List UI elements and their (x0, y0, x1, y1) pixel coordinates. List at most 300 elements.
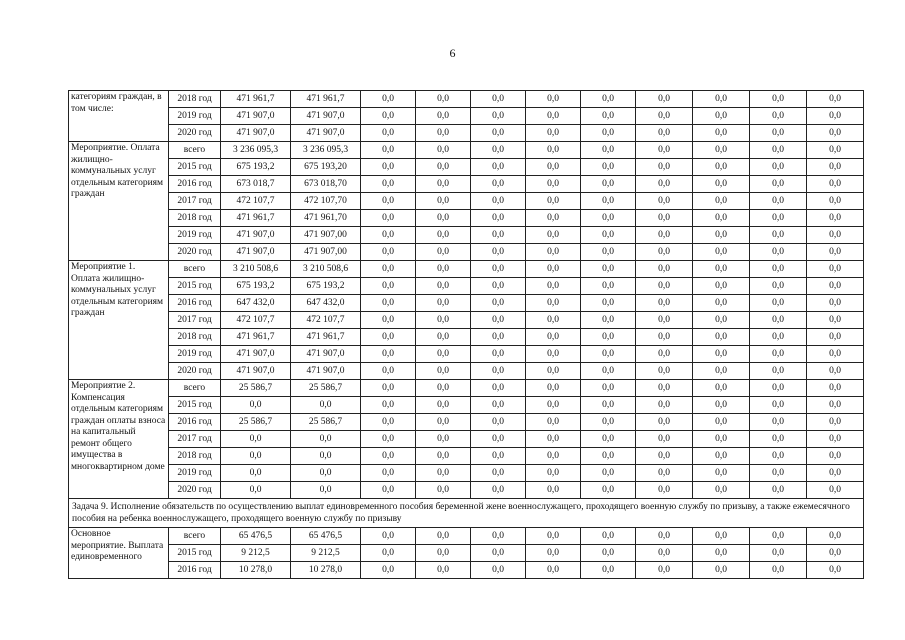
total-cell: 0,0 (221, 431, 291, 448)
year-cell: 2017 год (169, 431, 221, 448)
value-cell: 0,0 (471, 193, 526, 210)
value-cell: 0,0 (750, 108, 807, 125)
value-cell: 0,0 (361, 465, 416, 482)
value-cell: 0,0 (416, 431, 471, 448)
value-cell: 0,0 (636, 244, 693, 261)
value-cell: 0,0 (636, 482, 693, 499)
total-cell: 3 210 508,6 (221, 261, 291, 278)
value-cell: 0,0 (581, 142, 636, 159)
year-cell: 2019 год (169, 227, 221, 244)
value-cell: 0,0 (750, 91, 807, 108)
value-cell: 0,0 (750, 295, 807, 312)
value-cell: 0,0 (471, 380, 526, 397)
value-cell: 0,0 (636, 380, 693, 397)
value-cell: 0,0 (361, 397, 416, 414)
value-cell: 0,0 (693, 380, 750, 397)
budget-cell: 472 107,70 (291, 193, 361, 210)
value-cell: 0,0 (750, 414, 807, 431)
value-cell: 0,0 (750, 312, 807, 329)
activity-name-cell: Мероприятие 1. Оплата жилищно-коммунальных услуг отдельным категориям граждан (69, 261, 169, 380)
year-cell: 2016 год (169, 176, 221, 193)
total-cell: 471 907,0 (221, 108, 291, 125)
value-cell: 0,0 (581, 295, 636, 312)
year-cell: 2016 год (169, 562, 221, 579)
value-cell: 0,0 (693, 363, 750, 380)
value-cell: 0,0 (361, 125, 416, 142)
value-cell: 0,0 (636, 448, 693, 465)
value-cell: 0,0 (416, 312, 471, 329)
activity-name-cell: категориям граждан, в том числе: (69, 91, 169, 142)
value-cell: 0,0 (807, 329, 864, 346)
value-cell: 0,0 (693, 210, 750, 227)
value-cell: 0,0 (693, 562, 750, 579)
total-cell: 471 907,0 (221, 244, 291, 261)
budget-cell: 471 907,0 (291, 108, 361, 125)
budget-cell: 25 586,7 (291, 380, 361, 397)
value-cell: 0,0 (693, 431, 750, 448)
value-cell: 0,0 (526, 125, 581, 142)
total-cell: 25 586,7 (221, 414, 291, 431)
value-cell: 0,0 (581, 448, 636, 465)
budget-cell: 471 907,00 (291, 244, 361, 261)
year-cell: 2018 год (169, 329, 221, 346)
total-cell: 471 907,0 (221, 227, 291, 244)
budget-cell: 471 907,0 (291, 363, 361, 380)
value-cell: 0,0 (581, 562, 636, 579)
budget-cell: 0,0 (291, 397, 361, 414)
value-cell: 0,0 (526, 528, 581, 545)
value-cell: 0,0 (750, 142, 807, 159)
value-cell: 0,0 (636, 159, 693, 176)
value-cell: 0,0 (526, 312, 581, 329)
value-cell: 0,0 (361, 562, 416, 579)
value-cell: 0,0 (471, 244, 526, 261)
table-row (69, 431, 864, 448)
year-cell: 2017 год (169, 193, 221, 210)
value-cell: 0,0 (361, 346, 416, 363)
value-cell: 0,0 (526, 261, 581, 278)
value-cell: 0,0 (526, 414, 581, 431)
value-cell: 0,0 (693, 176, 750, 193)
year-cell: 2016 год (169, 295, 221, 312)
budget-cell: 25 586,7 (291, 414, 361, 431)
value-cell: 0,0 (361, 448, 416, 465)
table-row (69, 545, 864, 562)
total-cell: 673 018,7 (221, 176, 291, 193)
budget-cell: 471 907,00 (291, 227, 361, 244)
value-cell: 0,0 (526, 465, 581, 482)
year-cell: 2019 год (169, 346, 221, 363)
value-cell: 0,0 (750, 176, 807, 193)
value-cell: 0,0 (526, 431, 581, 448)
value-cell: 0,0 (361, 380, 416, 397)
value-cell: 0,0 (750, 261, 807, 278)
budget-cell: 675 193,20 (291, 159, 361, 176)
value-cell: 0,0 (361, 414, 416, 431)
total-cell: 10 278,0 (221, 562, 291, 579)
value-cell: 0,0 (471, 528, 526, 545)
year-cell: 2015 год (169, 397, 221, 414)
task-heading: Задача 9. Исполнение обязательств по осуществлению выплат единовременного пособия беременной жене военнослужащего, проходящего военную службу по призыву, а также ежемесячного пособия на ребенка военнослужащего, проходящего военную службу по призыву (69, 499, 864, 528)
value-cell: 0,0 (471, 346, 526, 363)
value-cell: 0,0 (416, 193, 471, 210)
value-cell: 0,0 (636, 312, 693, 329)
value-cell: 0,0 (807, 142, 864, 159)
value-cell: 0,0 (526, 159, 581, 176)
activity-name-cell: Мероприятие 2. Компенсация отдельным категориям граждан оплаты взноса на капитальный ремонт общего имущества в многоквартирном доме (69, 380, 169, 499)
value-cell: 0,0 (581, 244, 636, 261)
value-cell: 0,0 (471, 431, 526, 448)
value-cell: 0,0 (636, 465, 693, 482)
value-cell: 0,0 (361, 210, 416, 227)
budget-cell: 471 907,0 (291, 346, 361, 363)
year-cell: 2015 год (169, 278, 221, 295)
value-cell: 0,0 (750, 193, 807, 210)
value-cell: 0,0 (807, 176, 864, 193)
value-cell: 0,0 (807, 244, 864, 261)
value-cell: 0,0 (636, 363, 693, 380)
budget-cell: 0,0 (291, 431, 361, 448)
total-cell: 471 961,7 (221, 210, 291, 227)
value-cell: 0,0 (807, 159, 864, 176)
table-row (69, 482, 864, 499)
value-cell: 0,0 (636, 545, 693, 562)
value-cell: 0,0 (693, 545, 750, 562)
value-cell: 0,0 (581, 91, 636, 108)
value-cell: 0,0 (526, 562, 581, 579)
value-cell: 0,0 (416, 528, 471, 545)
value-cell: 0,0 (416, 295, 471, 312)
value-cell: 0,0 (750, 329, 807, 346)
value-cell: 0,0 (693, 528, 750, 545)
value-cell: 0,0 (361, 193, 416, 210)
total-cell: 472 107,7 (221, 312, 291, 329)
value-cell: 0,0 (526, 482, 581, 499)
value-cell: 0,0 (636, 142, 693, 159)
value-cell: 0,0 (526, 397, 581, 414)
total-cell: 25 586,7 (221, 380, 291, 397)
total-cell: 0,0 (221, 397, 291, 414)
value-cell: 0,0 (361, 159, 416, 176)
value-cell: 0,0 (693, 346, 750, 363)
total-cell: 647 432,0 (221, 295, 291, 312)
value-cell: 0,0 (807, 482, 864, 499)
table-row (69, 465, 864, 482)
value-cell: 0,0 (416, 329, 471, 346)
value-cell: 0,0 (750, 278, 807, 295)
page-number: 6 (449, 46, 456, 60)
value-cell: 0,0 (416, 545, 471, 562)
value-cell: 0,0 (807, 448, 864, 465)
table-row (69, 159, 864, 176)
total-cell: 471 961,7 (221, 91, 291, 108)
value-cell: 0,0 (750, 545, 807, 562)
value-cell: 0,0 (361, 545, 416, 562)
value-cell: 0,0 (361, 108, 416, 125)
value-cell: 0,0 (526, 278, 581, 295)
total-cell: 472 107,7 (221, 193, 291, 210)
budget-cell: 0,0 (291, 465, 361, 482)
total-cell: 471 961,7 (221, 329, 291, 346)
value-cell: 0,0 (416, 142, 471, 159)
value-cell: 0,0 (471, 227, 526, 244)
value-cell: 0,0 (416, 244, 471, 261)
value-cell: 0,0 (750, 159, 807, 176)
value-cell: 0,0 (581, 414, 636, 431)
table-row (69, 528, 864, 545)
value-cell: 0,0 (526, 244, 581, 261)
total-cell: 675 193,2 (221, 159, 291, 176)
value-cell: 0,0 (636, 108, 693, 125)
value-cell: 0,0 (693, 125, 750, 142)
value-cell: 0,0 (581, 227, 636, 244)
budget-cell: 471 907,0 (291, 125, 361, 142)
total-cell: 471 907,0 (221, 363, 291, 380)
value-cell: 0,0 (471, 176, 526, 193)
value-cell: 0,0 (471, 363, 526, 380)
value-cell: 0,0 (750, 125, 807, 142)
table-row (69, 176, 864, 193)
value-cell: 0,0 (581, 363, 636, 380)
value-cell: 0,0 (581, 108, 636, 125)
value-cell: 0,0 (471, 295, 526, 312)
value-cell: 0,0 (636, 278, 693, 295)
value-cell: 0,0 (416, 482, 471, 499)
value-cell: 0,0 (361, 329, 416, 346)
year-cell: 2020 год (169, 363, 221, 380)
year-cell: 2020 год (169, 244, 221, 261)
value-cell: 0,0 (361, 142, 416, 159)
value-cell: 0,0 (750, 363, 807, 380)
value-cell: 0,0 (471, 562, 526, 579)
table-row (69, 108, 864, 125)
budget-cell: 9 212,5 (291, 545, 361, 562)
value-cell: 0,0 (636, 397, 693, 414)
value-cell: 0,0 (416, 414, 471, 431)
value-cell: 0,0 (807, 380, 864, 397)
budget-cell: 675 193,2 (291, 278, 361, 295)
value-cell: 0,0 (526, 108, 581, 125)
value-cell: 0,0 (471, 142, 526, 159)
value-cell: 0,0 (416, 159, 471, 176)
value-cell: 0,0 (636, 210, 693, 227)
budget-cell: 3 210 508,6 (291, 261, 361, 278)
value-cell: 0,0 (581, 397, 636, 414)
value-cell: 0,0 (636, 176, 693, 193)
value-cell: 0,0 (361, 91, 416, 108)
value-cell: 0,0 (361, 278, 416, 295)
value-cell: 0,0 (416, 397, 471, 414)
total-cell: 65 476,5 (221, 528, 291, 545)
value-cell: 0,0 (471, 329, 526, 346)
table-row (69, 125, 864, 142)
value-cell: 0,0 (526, 346, 581, 363)
value-cell: 0,0 (581, 125, 636, 142)
value-cell: 0,0 (636, 329, 693, 346)
year-cell: 2020 год (169, 125, 221, 142)
value-cell: 0,0 (693, 227, 750, 244)
value-cell: 0,0 (361, 244, 416, 261)
value-cell: 0,0 (361, 528, 416, 545)
table-row (69, 312, 864, 329)
total-cell: 0,0 (221, 448, 291, 465)
table-row (69, 448, 864, 465)
value-cell: 0,0 (636, 295, 693, 312)
value-cell: 0,0 (581, 278, 636, 295)
year-cell: 2018 год (169, 448, 221, 465)
value-cell: 0,0 (636, 414, 693, 431)
activity-name-cell: Основное мероприятие. Выплата единовременного (69, 528, 169, 579)
table-row (69, 142, 864, 159)
value-cell: 0,0 (416, 91, 471, 108)
value-cell: 0,0 (471, 482, 526, 499)
value-cell: 0,0 (693, 142, 750, 159)
value-cell: 0,0 (807, 261, 864, 278)
value-cell: 0,0 (581, 193, 636, 210)
value-cell: 0,0 (807, 397, 864, 414)
year-cell: всего (169, 261, 221, 278)
value-cell: 0,0 (693, 278, 750, 295)
budget-cell: 471 961,7 (291, 91, 361, 108)
value-cell: 0,0 (581, 545, 636, 562)
value-cell: 0,0 (581, 465, 636, 482)
value-cell: 0,0 (636, 431, 693, 448)
year-cell: 2018 год (169, 91, 221, 108)
table-row (69, 363, 864, 380)
year-cell: 2016 год (169, 414, 221, 431)
value-cell: 0,0 (361, 431, 416, 448)
value-cell: 0,0 (693, 397, 750, 414)
value-cell: 0,0 (807, 227, 864, 244)
value-cell: 0,0 (693, 448, 750, 465)
value-cell: 0,0 (750, 465, 807, 482)
value-cell: 0,0 (807, 363, 864, 380)
table-row (69, 193, 864, 210)
total-cell: 0,0 (221, 482, 291, 499)
value-cell: 0,0 (581, 176, 636, 193)
value-cell: 0,0 (693, 414, 750, 431)
value-cell: 0,0 (526, 329, 581, 346)
value-cell: 0,0 (526, 91, 581, 108)
value-cell: 0,0 (807, 414, 864, 431)
value-cell: 0,0 (361, 482, 416, 499)
value-cell: 0,0 (750, 227, 807, 244)
value-cell: 0,0 (693, 91, 750, 108)
value-cell: 0,0 (416, 346, 471, 363)
value-cell: 0,0 (471, 159, 526, 176)
value-cell: 0,0 (416, 278, 471, 295)
value-cell: 0,0 (361, 261, 416, 278)
value-cell: 0,0 (471, 108, 526, 125)
year-cell: 2015 год (169, 545, 221, 562)
value-cell: 0,0 (807, 210, 864, 227)
budget-cell: 472 107,7 (291, 312, 361, 329)
value-cell: 0,0 (807, 545, 864, 562)
table-row (69, 244, 864, 261)
value-cell: 0,0 (693, 244, 750, 261)
table-row (69, 295, 864, 312)
value-cell: 0,0 (807, 108, 864, 125)
value-cell: 0,0 (471, 312, 526, 329)
value-cell: 0,0 (693, 159, 750, 176)
table-row (69, 278, 864, 295)
value-cell: 0,0 (471, 397, 526, 414)
value-cell: 0,0 (581, 431, 636, 448)
table-row (69, 261, 864, 278)
value-cell: 0,0 (471, 465, 526, 482)
table-row (69, 91, 864, 108)
value-cell: 0,0 (750, 482, 807, 499)
value-cell: 0,0 (526, 227, 581, 244)
table-row (69, 329, 864, 346)
task-row (69, 499, 864, 528)
value-cell: 0,0 (636, 562, 693, 579)
year-cell: 2020 год (169, 482, 221, 499)
budget-cell: 647 432,0 (291, 295, 361, 312)
value-cell: 0,0 (581, 261, 636, 278)
value-cell: 0,0 (636, 227, 693, 244)
value-cell: 0,0 (416, 562, 471, 579)
value-cell: 0,0 (581, 159, 636, 176)
value-cell: 0,0 (693, 482, 750, 499)
year-cell: всего (169, 380, 221, 397)
year-cell: 2019 год (169, 465, 221, 482)
value-cell: 0,0 (416, 210, 471, 227)
value-cell: 0,0 (693, 329, 750, 346)
value-cell: 0,0 (807, 346, 864, 363)
total-cell: 471 907,0 (221, 346, 291, 363)
value-cell: 0,0 (581, 528, 636, 545)
value-cell: 0,0 (807, 278, 864, 295)
value-cell: 0,0 (361, 312, 416, 329)
value-cell: 0,0 (807, 528, 864, 545)
total-cell: 675 193,2 (221, 278, 291, 295)
value-cell: 0,0 (581, 482, 636, 499)
value-cell: 0,0 (471, 210, 526, 227)
budget-table (68, 90, 864, 579)
value-cell: 0,0 (526, 545, 581, 562)
value-cell: 0,0 (526, 295, 581, 312)
value-cell: 0,0 (750, 380, 807, 397)
value-cell: 0,0 (526, 448, 581, 465)
value-cell: 0,0 (636, 125, 693, 142)
table-row (69, 210, 864, 227)
value-cell: 0,0 (526, 193, 581, 210)
value-cell: 0,0 (526, 210, 581, 227)
value-cell: 0,0 (471, 448, 526, 465)
value-cell: 0,0 (416, 227, 471, 244)
total-cell: 9 212,5 (221, 545, 291, 562)
table-row (69, 227, 864, 244)
value-cell: 0,0 (416, 125, 471, 142)
budget-cell: 10 278,0 (291, 562, 361, 579)
value-cell: 0,0 (750, 431, 807, 448)
value-cell: 0,0 (693, 312, 750, 329)
total-cell: 3 236 095,3 (221, 142, 291, 159)
value-cell: 0,0 (471, 261, 526, 278)
value-cell: 0,0 (361, 363, 416, 380)
value-cell: 0,0 (807, 193, 864, 210)
value-cell: 0,0 (807, 465, 864, 482)
value-cell: 0,0 (581, 329, 636, 346)
value-cell: 0,0 (750, 562, 807, 579)
year-cell: 2015 год (169, 159, 221, 176)
total-cell: 471 907,0 (221, 125, 291, 142)
value-cell: 0,0 (636, 346, 693, 363)
value-cell: 0,0 (750, 397, 807, 414)
budget-cell: 65 476,5 (291, 528, 361, 545)
value-cell: 0,0 (416, 465, 471, 482)
